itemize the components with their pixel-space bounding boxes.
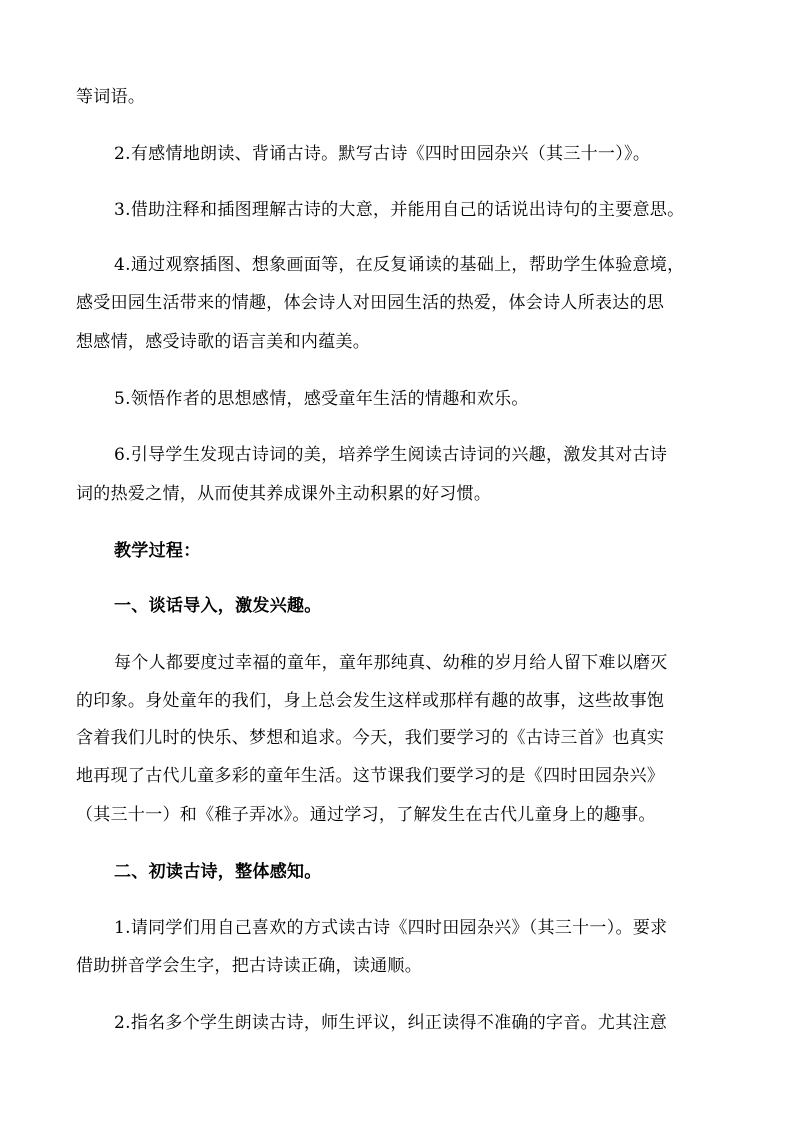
- step-1-line-1: 1.请同学们用自己喜欢的方式读古诗《四时田园杂兴》（其三十一）。要求: [114, 918, 668, 938]
- step-1-line-2: 借助拼音学会生字，把古诗读正确，读通顺。: [76, 956, 422, 976]
- step-2-line-1: 2.指名多个学生朗读古诗，师生评议，纠正读得不准确的字音。尤其注意: [114, 1013, 668, 1033]
- section-heading-teaching-process: 教学过程：: [114, 541, 201, 561]
- paragraph-1-line-5: （其三十一）和《稚子弄冰》。通过学习，了解发生在古代儿童身上的趣事。: [76, 805, 656, 825]
- objective-5: 5.领悟作者的思想感情，感受童年生活的情趣和欢乐。: [114, 389, 529, 409]
- objective-4-line-1: 4.通过观察插图、想象画面等，在反复诵读的基础上，帮助学生体验意境，: [114, 255, 685, 275]
- paragraph-1-line-3: 含着我们儿时的快乐、梦想和追求。今天，我们要学习的《古诗三首》也真实: [76, 728, 665, 748]
- objective-6-line-2: 词的热爱之情，从而使其养成课外主动积累的好习惯。: [76, 484, 492, 504]
- paragraph-1-line-1: 每个人都要度过幸福的童年，童年那纯真、幼稚的岁月给人留下难以磨灭: [114, 653, 668, 673]
- objective-3: 3.借助注释和插图理解古诗的大意，并能用自己的话说出诗句的主要意思。: [114, 200, 685, 220]
- objective-6-line-1: 6.引导学生发现古诗词的美，培养学生阅读古诗词的兴趣，激发其对古诗: [114, 445, 668, 465]
- section-heading-2: 二、初读古诗，整体感知。: [114, 862, 322, 882]
- paragraph-1-line-2: 的印象。身处童年的我们，身上总会发生这样或那样有趣的故事，这些故事饱: [76, 691, 665, 711]
- section-heading-1: 一、谈话导入，激发兴趣。: [114, 596, 322, 616]
- paragraph-1-line-4: 地再现了古代儿童多彩的童年生活。这节课我们要学习的是《四时田园杂兴》: [76, 766, 665, 786]
- objective-4-line-3: 想感情，感受诗歌的语言美和内蕴美。: [76, 332, 371, 352]
- objective-2: 2.有感情地朗读、背诵古诗。默写古诗《四时田园杂兴（其三十一）》。: [114, 144, 651, 164]
- objective-4-line-2: 感受田园生活带来的情趣，体会诗人对田园生活的热爱，体会诗人所表达的思: [76, 293, 665, 313]
- text-line-1: 等词语。: [76, 87, 146, 107]
